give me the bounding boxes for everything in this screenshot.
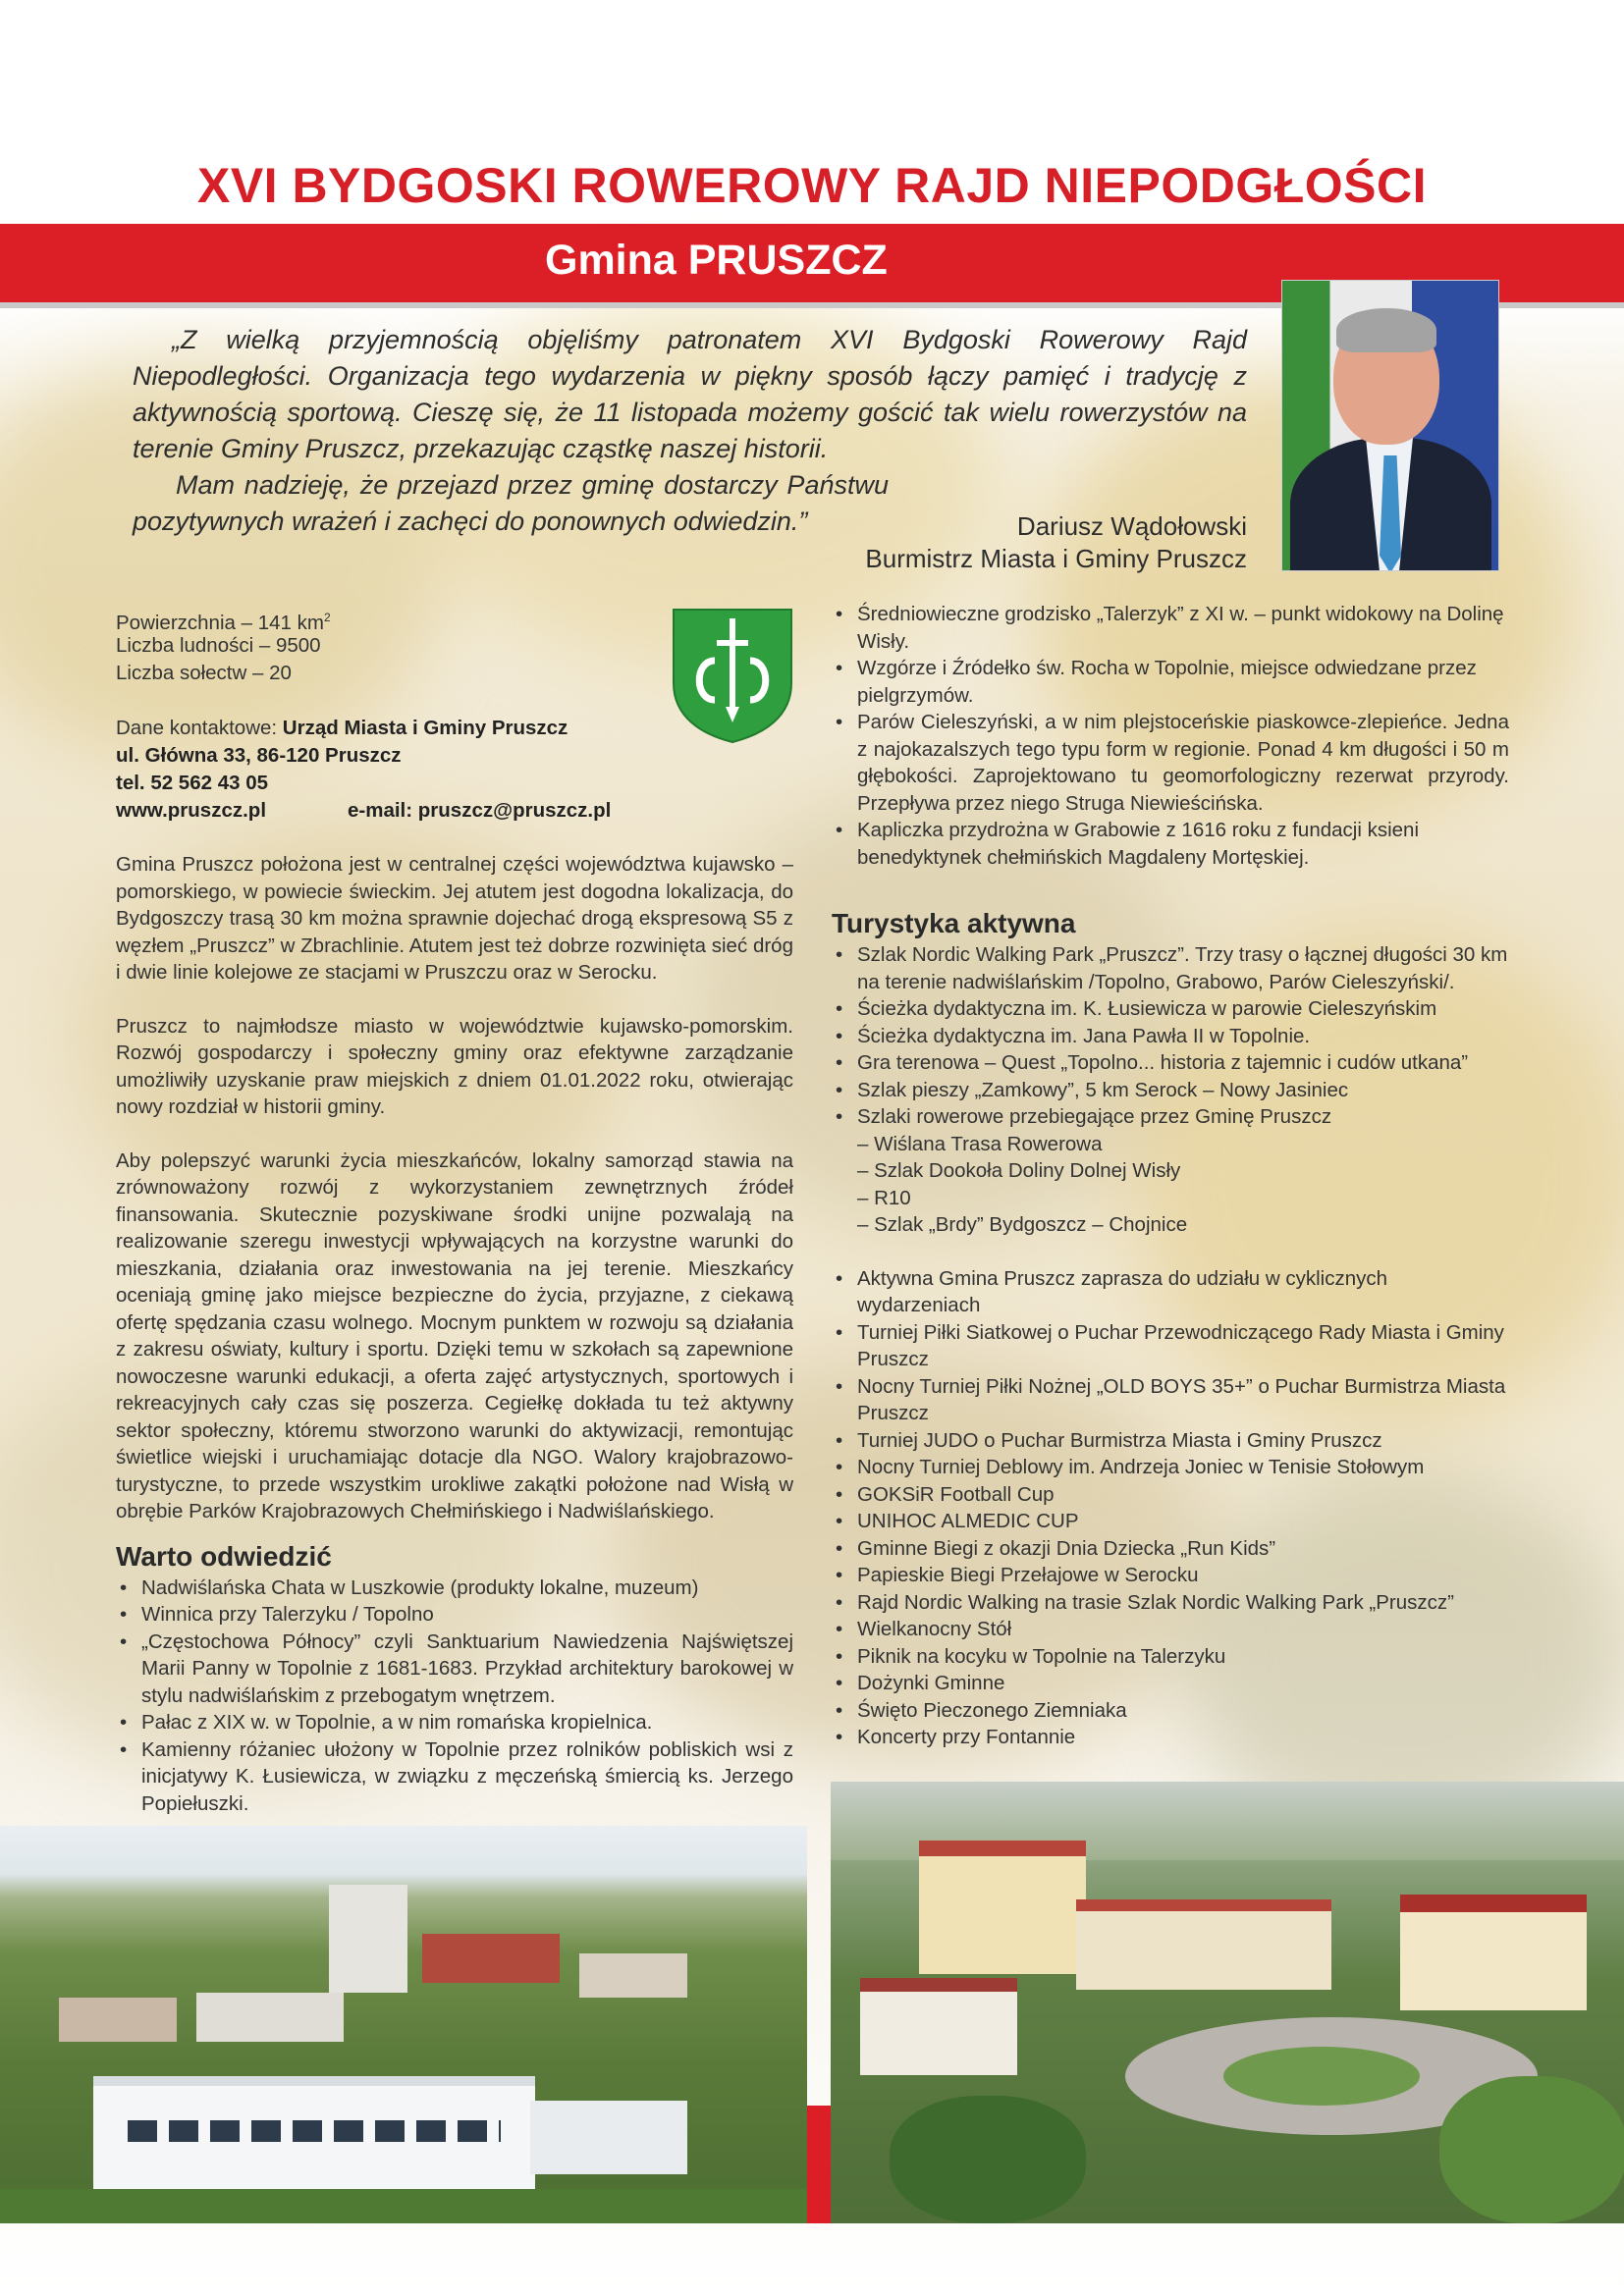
list-item: • „Częstochowa Północy” czyli Sanktuarium Nawiedzenia Najświętszej Marii Panny w Topolnie z 1681-1683. Przykład architektury barokowej w stylu nadwiślańskim z przebogatym wnętrzem. (116, 1629, 793, 1710)
list-item: • Ścieżka dydaktyczna im. Jana Pawła II w Topolnie. (832, 1023, 1509, 1050)
left-column (116, 605, 793, 1817)
list-item: • Kapliczka przydrożna w Grabowie z 1616 roku z fundacji ksieni benedyktynek chełmińskich Magdaleny Mortęskiej. (832, 817, 1509, 871)
contact-address: ul. Główna 33, 86-120 Pruszcz (116, 744, 402, 767)
list-item: • Wzgórze i Źródełko św. Rocha w Topolnie, miejsce odwiedzane przez pielgrzymów. (832, 655, 1509, 709)
band-title: Gmina PRUSZCZ (545, 237, 888, 284)
event-item: • Święto Pieczonego Ziemniaka (832, 1697, 1509, 1725)
event-item: • Nocny Turniej Piłki Nożnej „OLD BOYS 35+” o Puchar Burmistrza Miasta Pruszcz (832, 1373, 1509, 1427)
turystyka-list (832, 941, 1509, 1751)
list-item: • Parów Cieleszyński, a w nim plejstoceńskie piaskowce-zlepieńce. Jedna z najokazalszych tego typu form w regionie. Ponad 4 km długości i 50 m głębokości. Zaprojektowano tu geomorfologiczny rezerwat przyrody. Przepływa przez niego Struga Niewieścińska. (832, 709, 1509, 817)
aerial-photo-park (831, 1782, 1624, 2223)
quote-paragraph-2: Mam nadzieję, że przejazd przez gminę dostarczy Państwu pozytywnych wrażeń i zachęci do ponownych odwiedzin.” (133, 470, 889, 536)
list-item: • Szlaki rowerowe przebiegające przez Gminę Pruszcz (832, 1103, 1509, 1131)
contact-block (116, 715, 793, 825)
contact-label: Dane kontaktowe: (116, 717, 283, 739)
event-item: • UNIHOC ALMEDIC CUP (832, 1508, 1509, 1535)
turystyka-heading: Turystyka aktywna (832, 908, 1076, 938)
quote-paragraph-1: „Z wielką przyjemnością objęliśmy patronatem XVI Bydgoski Rowerowy Rajd Niepodległości. Organizacja tego wydarzenia w piękny sposób łączy pamięć i tradycję z aktywnością sportową. Cieszę się, że 11 listopada możemy gościć tak wielu rowerzystów na terenie Gminy Pruszcz, przekazując cząstkę naszej historii. (133, 325, 1247, 463)
list-item: • Szlak Nordic Walking Park „Pruszcz”. Trzy trasy o łącznej długości 30 km na terenie nadwiślańskim /Topolno, Grabowo, Parów Cieleszyński/. (832, 941, 1509, 995)
event-item: • Piknik na kocyku w Topolnie na Talerzyku (832, 1643, 1509, 1671)
list-item: • Średniowieczne grodzisko „Talerzyk” z XI w. – punkt widokowy na Dolinę Wisły. (832, 601, 1509, 655)
trail-item: – Szlak Dookoła Doliny Dolnej Wisły (857, 1159, 1181, 1182)
list-item: • Pałac z XIX w. w Topolnie, a w nim romańska kropielnica. (116, 1709, 793, 1736)
event-item: • Koncerty przy Fontannie (832, 1724, 1509, 1751)
list-item: • Nadwiślańska Chata w Luszkowie (produkty lokalne, muzeum) (116, 1575, 793, 1602)
event-item: • Turniej Piłki Siatkowej o Puchar Przewodniczącego Rady Miasta i Gminy Pruszcz (832, 1319, 1509, 1373)
warto-heading: Warto odwiedzić (116, 1540, 332, 1572)
contact-phone: tel. 52 562 43 05 (116, 772, 269, 794)
stats-block (116, 605, 793, 687)
intro-paragraph-1: Gmina Pruszcz położona jest w centralnej części województwa kujawsko – pomorskiego, w powiecie świeckim. Jej atutem jest dogodna lokalizacja, do Bydgoszczy trasą 30 km można sprawnie dojechać drogą ekspresową S5 z węzłem „Pruszcz” w Zbrachlinie. Atutem jest też dobrze rozwinięta sieć dróg i dwie linie kolejowe ze stacjami w Pruszczu oraz w Serocku. (116, 853, 793, 984)
red-accent-strip (807, 2106, 831, 2223)
aerial-photo-town (0, 1826, 807, 2223)
event-item: • Dożynki Gminne (832, 1670, 1509, 1697)
main-title: XVI BYDGOSKI ROWEROWY RAJD NIEPODGŁOŚCI (196, 158, 1428, 213)
intro-paragraph-3: Aby polepszyć warunki życia mieszkańców, lokalny samorząd stawia na zrównoważony rozwój z wykorzystaniem zewnętrznych źródeł finansowania. Skutecznie pozyskiwane środki unijne pozwalają na realizowanie szeregu inwestycji wpływających na korzystne warunki do mieszkania, działania oraz inwestowania na jej terenie. Mieszkańcy oceniają gminę jako miejsce bezpieczne do życia, przyjazne, z ciekawą ofertę spędzania czasu wolnego. Mocnym punktem w rozwoju są działania z zakresu oświaty, kultury i sportu. Dzięki temu w szkołach są zapewnione nowoczesne warunki edukacji, a oferta zajęć artystycznych, sportowych i rekreacyjnych cały czas się poszerza. Cegiełkę dokłada tu też aktywny sektor społeczny, któremu stworzono warunki do aktywizacji, remontując świetlice wiejski i uruchamiając dotacje dla NGO. Walory krajobrazowo-turystyczne, to przede wszystkim urokliwe zakątki położone nad Wisłą w obrębie Parków Krajobrazowych Chełmińskiego i Nadwiślańskiego. (116, 1148, 793, 1522)
mayor-quote (133, 322, 1247, 540)
stat-population: Liczba ludności – 9500 (116, 634, 321, 657)
event-item: • GOKSiR Football Cup (832, 1481, 1509, 1509)
stat-area: Powierzchnia – 141 $km^2$ (116, 611, 331, 634)
signature (746, 510, 1247, 575)
contact-org: Urząd Miasta i Gminy Pruszcz (282, 717, 568, 739)
event-item: • Papieskie Biegi Przełajowe w Serocku (832, 1562, 1509, 1589)
contact-website-link[interactable]: www.pruszcz.pl (116, 799, 267, 822)
event-item: • Nocny Turniej Deblowy im. Andrzeja Joniec w Tenisie Stołowym (832, 1454, 1509, 1481)
right-column (832, 601, 1509, 1751)
contact-email-link[interactable]: e-mail: pruszcz@pruszcz.pl (348, 799, 612, 822)
event-item: • Aktywna Gmina Pruszcz zaprasza do udziału w cyklicznych wydarzeniach (832, 1265, 1509, 1319)
intro-paragraph-2: Pruszcz to najmłodsze miasto w województwie kujawsko-pomorskim. Rozwój gospodarczy i społeczny gminy oraz efektywne zarządzanie umożliwiły uzyskanie praw miejskich z dniem 01.01.2022 roku, otwierając nowy rozdział w historii gminy. (116, 1014, 793, 1118)
attractions-list (832, 601, 1509, 871)
list-item: • Szlak pieszy „Zamkowy”, 5 km Serock – Nowy Jasiniec (832, 1077, 1509, 1104)
stat-villages: Liczba sołectw – 20 (116, 662, 292, 684)
mayor-portrait (1281, 280, 1499, 571)
event-item: • Turniej JUDO o Puchar Burmistrza Miasta i Gminy Pruszcz (832, 1427, 1509, 1455)
event-item: • Wielkanocny Stół (832, 1616, 1509, 1643)
signature-name: Dariusz Wądołowski (1016, 511, 1247, 541)
trail-item: – Szlak „Brdy” Bydgoszcz – Chojnice (857, 1213, 1188, 1236)
event-item: • Rajd Nordic Walking na trasie Szlak Nordic Walking Park „Pruszcz” (832, 1589, 1509, 1617)
list-item: • Winnica przy Talerzyku / Topolno (116, 1601, 793, 1629)
trail-item: – R10 (857, 1186, 911, 1209)
signature-role: Burmistrz Miasta i Gminy Pruszcz (865, 544, 1247, 573)
warto-list (116, 1575, 793, 1818)
list-item: • Kamienny różaniec ułożony w Topolnie przez rolników pobliskich wsi z inicjatywy K. Łusiewicza, w związku z męczeńską śmiercią ks. Jerzego Popiełuszki. (116, 1736, 793, 1818)
list-item: • Ścieżka dydaktyczna im. K. Łusiewicza w parowie Cieleszyńskim (832, 995, 1509, 1023)
list-item: • Gra terenowa – Quest „Topolno... historia z tajemnic i cudów utkana” (832, 1049, 1509, 1077)
event-item: • Gminne Biegi z okazji Dnia Dziecka „Run Kids” (832, 1535, 1509, 1563)
trail-item: – Wiślana Trasa Rowerowa (857, 1132, 1103, 1155)
